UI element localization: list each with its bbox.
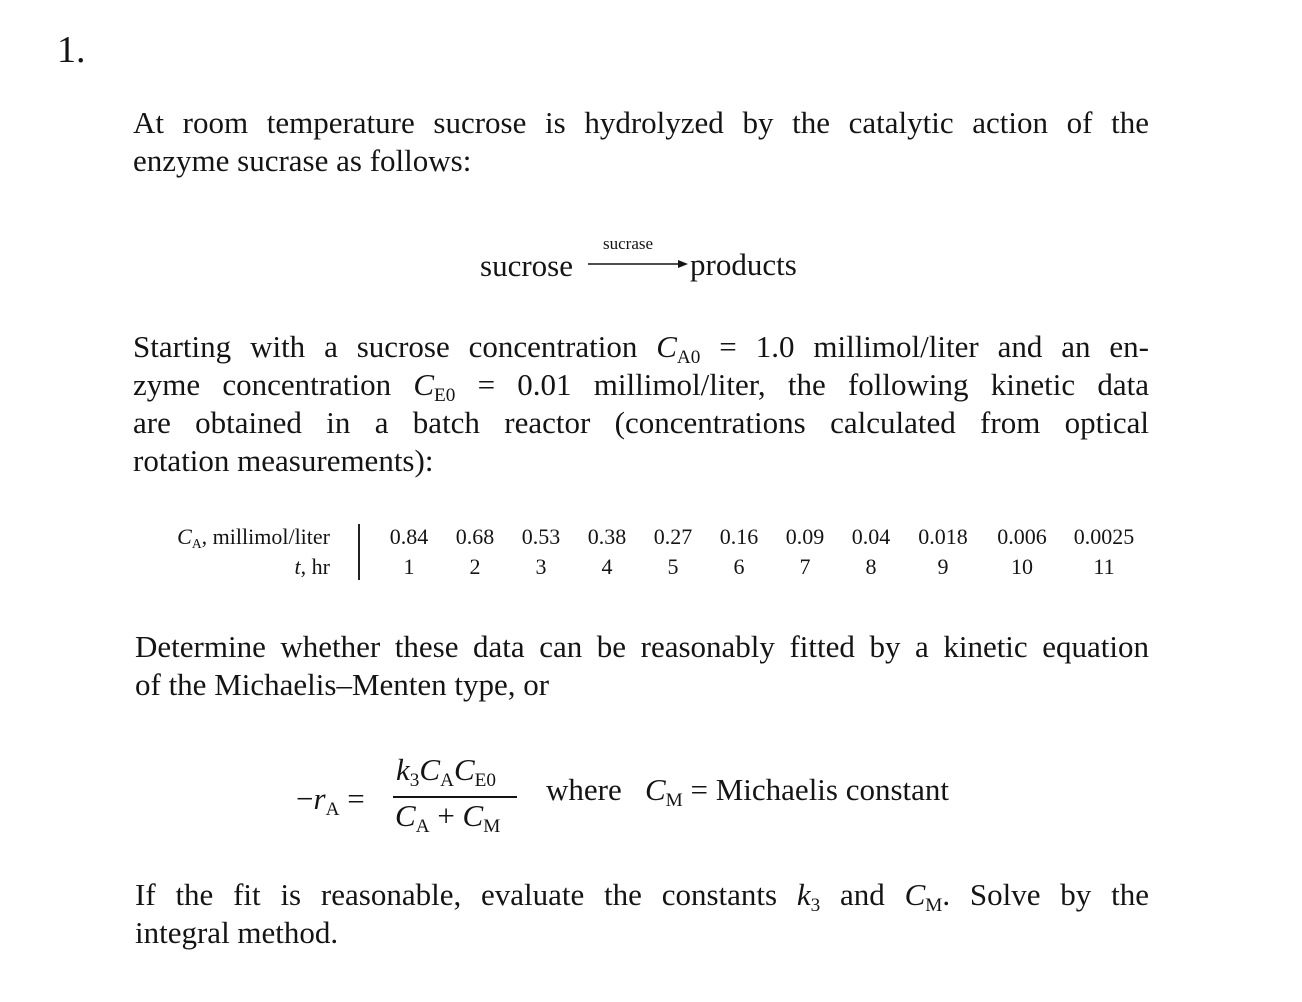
table-cell-concentration: 0.09 xyxy=(785,524,825,549)
intro-paragraph xyxy=(133,104,1149,180)
table-cell-time: 3 xyxy=(535,554,547,579)
reaction-reactant: sucrose xyxy=(480,248,573,283)
kinetic-data-table xyxy=(140,518,1150,588)
table-cell-time: 2 xyxy=(469,554,481,579)
table-cell-concentration: 0.38 xyxy=(587,524,627,549)
problem-number: 1. xyxy=(57,29,86,71)
reaction-catalyst: sucrase xyxy=(603,234,654,253)
reaction-product: products xyxy=(690,247,797,282)
table-cell-time: 8 xyxy=(865,554,877,579)
table-cell-time: 4 xyxy=(601,554,613,579)
table-cell-concentration: 0.04 xyxy=(851,524,891,549)
table-cell-time: 1 xyxy=(403,554,415,579)
closing-line-2: integral method. xyxy=(135,915,339,950)
question-line-1: Determine whether these data can be reasonably fitted by a kinetic equation xyxy=(135,629,1149,664)
table-cell-concentration: 0.0025 xyxy=(1073,524,1135,549)
question-line-2: of the Michaelis–Menten type, or xyxy=(135,667,550,702)
reaction-equation xyxy=(480,234,840,298)
question-paragraph xyxy=(135,628,1149,704)
table-cell-concentration: 0.018 xyxy=(918,524,968,549)
table-cell-time: 9 xyxy=(937,554,949,579)
michaelis-menten-equation xyxy=(296,752,1016,852)
table-cell-time: 7 xyxy=(799,554,811,579)
closing-paragraph xyxy=(135,876,1149,952)
table-cell-concentration: 0.68 xyxy=(455,524,495,549)
rate-denominator: $C_A + C_M$ xyxy=(395,798,501,837)
rate-lhs: $-r_A$ = xyxy=(296,781,365,820)
table-header-concentration: $C_A$, millimol/liter xyxy=(177,524,330,552)
table-divider xyxy=(358,524,360,580)
table-header-time: t, hr xyxy=(294,554,330,579)
conditions-line-1: Starting with a sucrose concentration $C_{A0} = 1.0$ millimol/liter and an en- xyxy=(133,329,1149,368)
table-cell-concentration: 0.53 xyxy=(521,524,561,549)
table-cell-concentration: 0.27 xyxy=(653,524,693,549)
table-cell-concentration: 0.16 xyxy=(719,524,759,549)
table-cell-concentration: 0.006 xyxy=(997,524,1047,549)
table-cell-time: 5 xyxy=(667,554,679,579)
conditions-line-4: rotation measurements): xyxy=(133,443,434,478)
michaelis-constant-definition: where $C_M$ = Michaelis constant xyxy=(546,772,950,811)
table-cell-time: 11 xyxy=(1093,554,1115,579)
conditions-paragraph xyxy=(133,328,1149,480)
conditions-line-2: zyme concentration $C_{E0} = 0.01$ millimol/liter, the following kinetic data xyxy=(133,367,1149,406)
table-cell-time: 6 xyxy=(733,554,745,579)
table-cell-concentration: 0.84 xyxy=(389,524,429,549)
rate-numerator: $k_3C_AC_{E0}$ xyxy=(396,752,496,791)
closing-line-1: If the fit is reasonable, evaluate the constants $k_3$ and $C_M$. Solve by the xyxy=(135,877,1149,916)
reaction-arrow-icon xyxy=(588,259,688,269)
intro-line-1: At room temperature sucrose is hydrolyzed by the catalytic action of the xyxy=(133,105,1149,140)
conditions-line-3: are obtained in a batch reactor (concentrations calculated from optical xyxy=(133,405,1149,440)
intro-line-2: enzyme sucrase as follows: xyxy=(133,143,472,178)
table-cell-time: 10 xyxy=(1011,554,1033,579)
